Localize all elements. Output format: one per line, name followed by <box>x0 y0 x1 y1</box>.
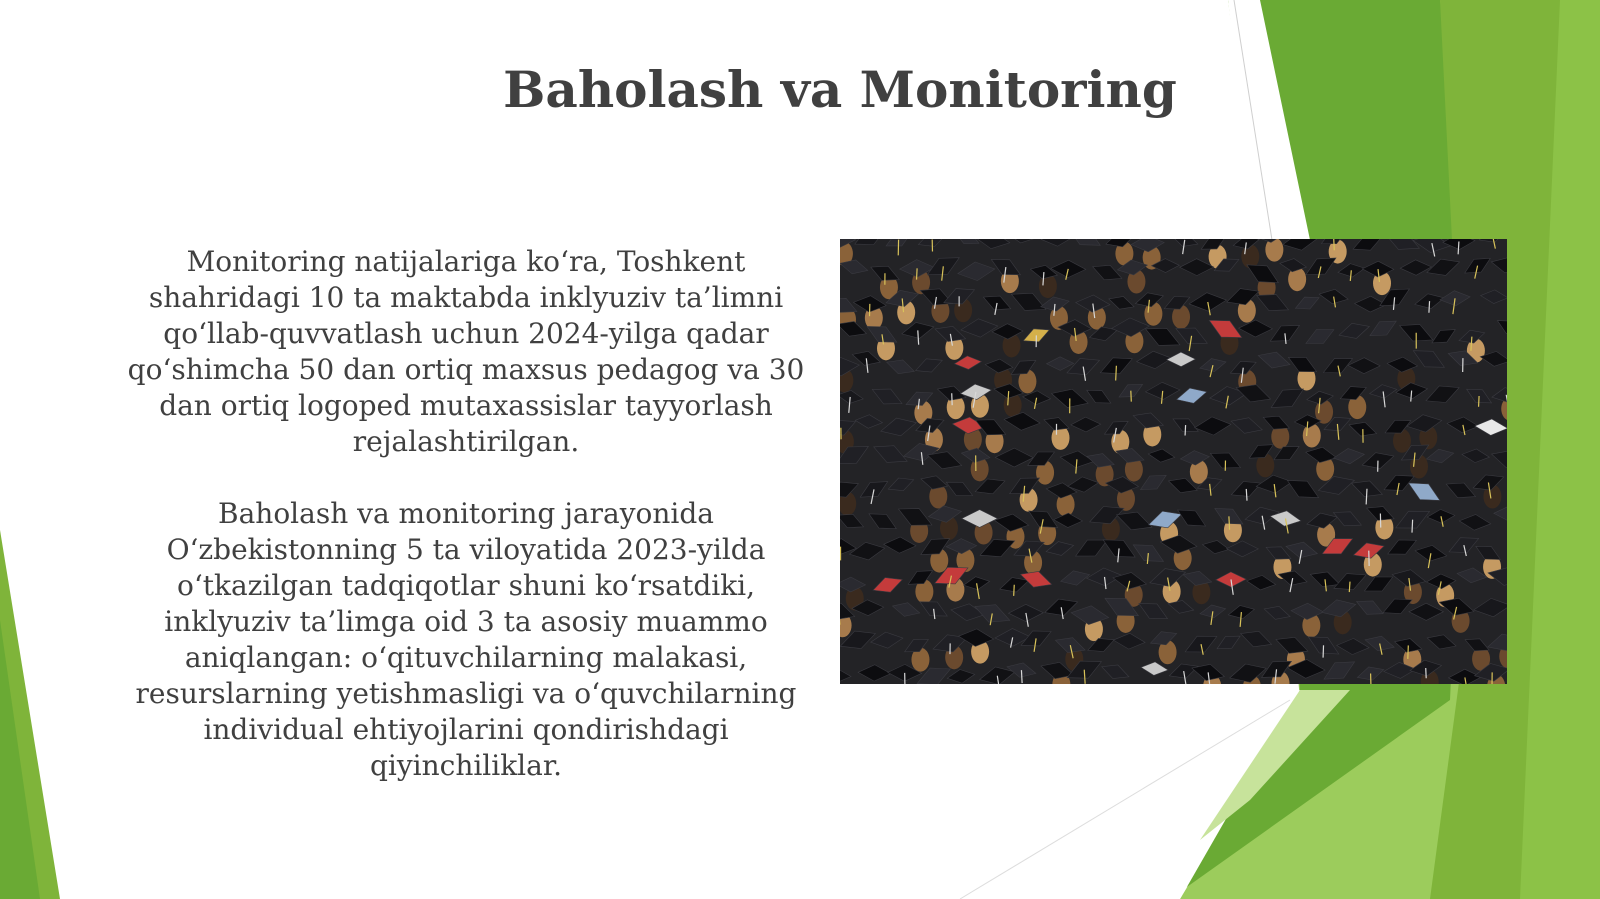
graduation-crowd-image <box>840 239 1507 684</box>
body-text <box>126 244 806 784</box>
graduation-crowd-photo <box>840 239 1507 684</box>
paragraph-monitoring: Monitoring natijalariga ko‘ra, Toshkent shahridagi 10 ta maktabda inklyuziv ta’limni qo‘llab-quvvatlash uchun 2024-yilga qadar qo‘shimcha 50 dan ortiq maxsus pedagog va 30 dan ortiq logoped mutaxassislar tayyorlash rejalashtirilgan. <box>127 245 805 458</box>
slide-title: Baholash va Monitoring <box>503 60 1177 119</box>
paragraph-assessment: Baholash va monitoring jarayonida O‘zbekistonning 5 ta viloyatida 2023-yilda o‘tkazilgan tadqiqotlar shuni ko‘rsatdiki, inklyuziv ta’limga oid 3 ta asosiy muammo aniqlangan: o‘qituvchilarning malakasi, resurslarning yetishmasligi va o‘quvchilarning individual ehtiyojlarini qondirishdagi qiyinchiliklar. <box>135 497 797 782</box>
